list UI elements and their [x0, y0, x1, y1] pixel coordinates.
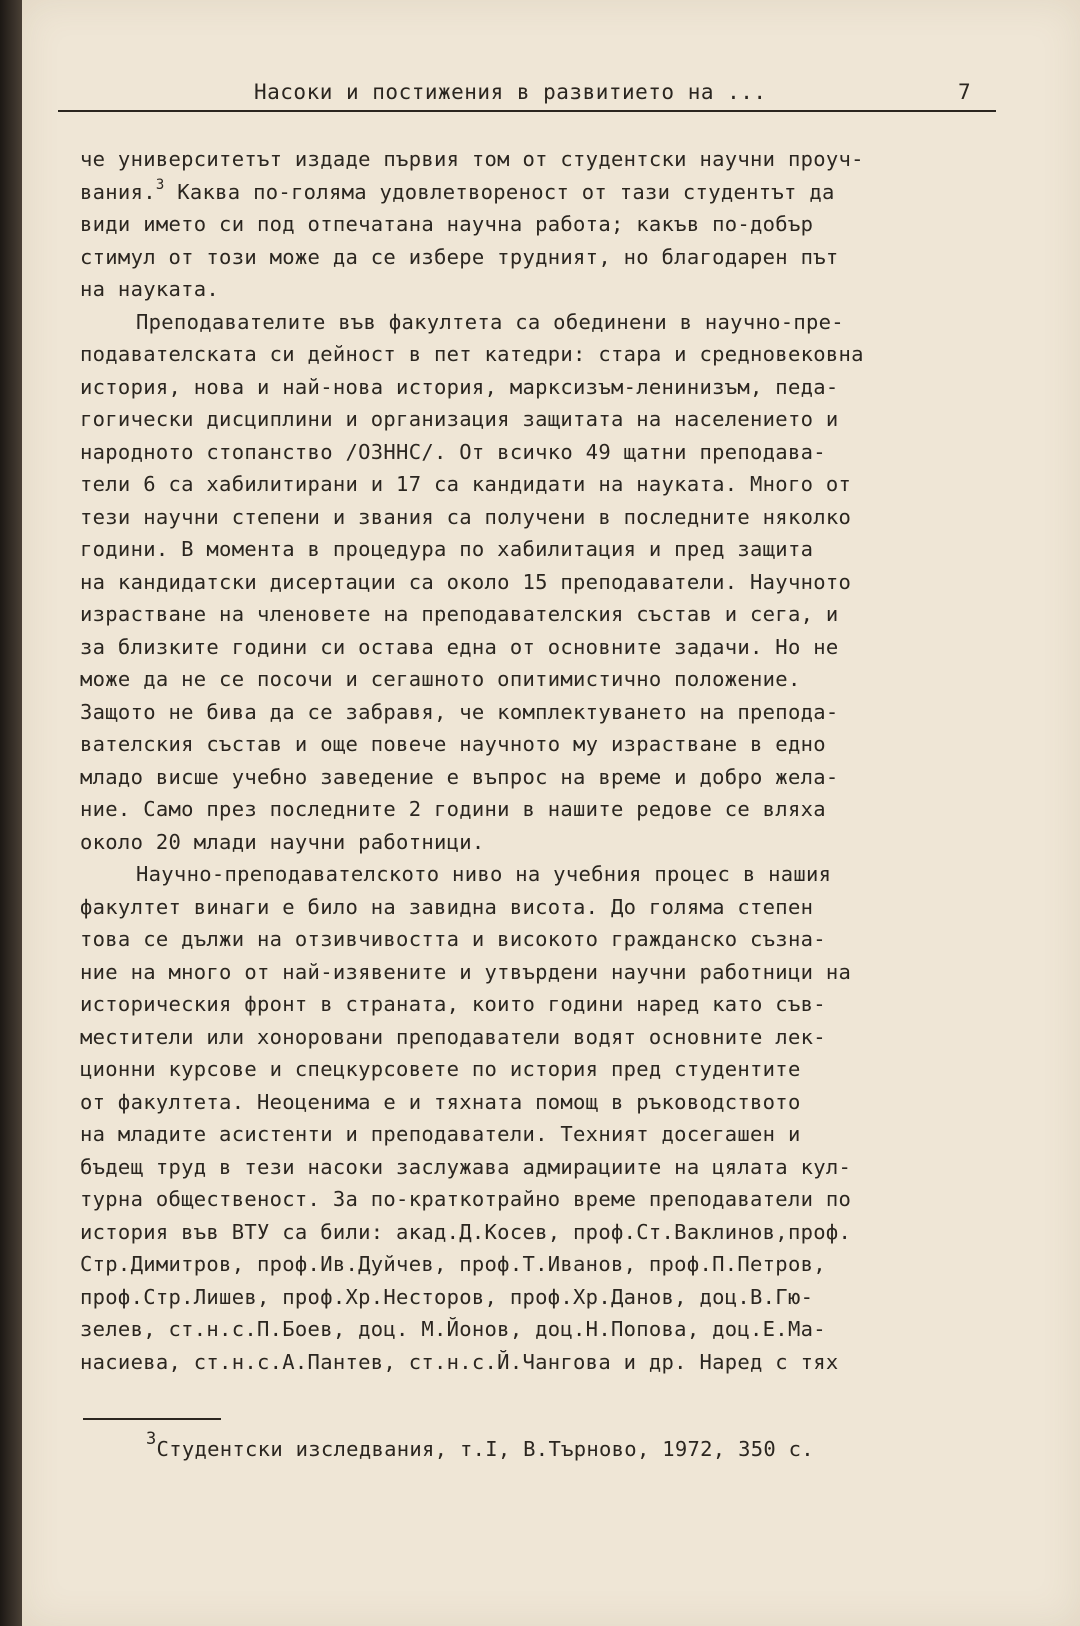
text-line: история във ВТУ са били: акад.Д.Косев, проф.Ст.Ваклинов,проф.: [80, 1219, 852, 1244]
footnote-text: Студентски изследвания, т.I, В.Търново, 1972, 350 с.: [156, 1437, 814, 1461]
text-line: вателския състав и още повече научното му израстване в едно: [80, 732, 826, 756]
text-line: местители или хоноровани преподаватели водят основните лек-: [80, 1024, 826, 1049]
text-line: ционни курсове и спецкурсовете по история пред студентите: [80, 1057, 801, 1081]
text-line: [80, 176, 1020, 209]
text-line: подавателската си дейност в пет катедри: стара и средновековна: [80, 342, 864, 366]
text-line: бъдещ труд в тези насоки заслужава адмирациите на цялата кул-: [80, 1154, 852, 1179]
text-line: проф.Стр.Лишев, проф.Хр.Несторов, проф.Хр.Данов, доц.В.Гю-: [80, 1284, 814, 1309]
body-text: [80, 143, 1020, 1378]
text-fragment: вания.: [80, 179, 156, 204]
text-line: на кандидатски дисертации са около 15 преподаватели. Научното: [80, 569, 852, 594]
text-line: гогически дисциплини и организация защитата на населението и: [80, 407, 839, 431]
footnote-reference: 3: [155, 176, 165, 193]
text-line: тези научни степени и звания са получени в последните няколко: [80, 504, 852, 529]
text-line: може да не се посочи и сегашното опитимистично положение.: [80, 667, 801, 691]
text-line: види името си под отпечатана научна работа; какъв по-добър: [80, 212, 814, 236]
header-title: Насоки и постижения в развитието на ...: [254, 80, 767, 104]
header-rule: [58, 110, 996, 112]
page-number: 7: [958, 80, 971, 104]
text-line: израстване на членовете на преподавателския състав и сега, и: [80, 602, 839, 626]
text-line: факултет винаги е било на завидна висота. До голяма степен: [80, 894, 814, 919]
text-line: това се дължи на отзивчивостта и високото гражданско съзна-: [80, 927, 826, 951]
paragraph-start-line: Научно-преподавателското ниво на учебния процес в нашия: [136, 862, 832, 886]
text-fragment: Каква по-голяма удовлетвореност от тази студентът да: [164, 179, 835, 204]
running-header: [58, 80, 998, 110]
text-line: зелев, ст.н.с.П.Боев, доц. М.Йонов, доц.Н.Попова, доц.Е.Ма-: [80, 1317, 826, 1341]
text-line: че университетът издаде първия том от студентски научни проуч-: [80, 147, 864, 171]
text-line: стимул от този може да се избере трудният, но благодарен път: [80, 244, 839, 269]
text-line: около 20 млади научни работници.: [80, 829, 485, 854]
binding-edge: [0, 0, 22, 1626]
text-line: турна общественост. За по-краткотрайно време преподаватели по: [80, 1187, 852, 1211]
footnote-rule: [83, 1418, 221, 1420]
paragraph-start-line: Преподавателите във факултета са обединени в научно-пре-: [136, 309, 844, 334]
text-line: години. В момента в процедура по хабилитация и пред защита: [80, 537, 814, 561]
text-line: народното стопанство /ОЗННС/. От всичко 49 щатни преподава-: [80, 439, 826, 464]
text-line: за близките години си остава една от основните задачи. Но не: [80, 634, 839, 659]
text-line: тели 6 са хабилитирани и 17 са кандидати на науката. Много от: [80, 472, 852, 496]
text-line: Стр.Димитров, проф.Ив.Дуйчев, проф.Т.Иванов, проф.П.Петров,: [80, 1252, 826, 1276]
footnote-marker: 3: [146, 1429, 157, 1449]
text-line: младо висше учебно заведение е въпрос на време и добро жела-: [80, 764, 839, 789]
text-line: ние. Само през последните 2 години в нашите редове се вляха: [80, 797, 826, 821]
text-line: насиева, ст.н.с.А.Пантев, ст.н.с.Й.Чангова и др. Наред с тях: [80, 1349, 839, 1374]
text-line: от факултета. Неоценима е и тяхната помощ в ръководството: [80, 1089, 801, 1114]
text-line: история, нова и най-нова история, марксизъм-ленинизъм, педа-: [80, 374, 839, 399]
text-line: ние на много от най-изявените и утвърдени научни работници на: [80, 959, 852, 984]
text-line: на науката.: [80, 277, 220, 301]
footnote: [146, 1429, 814, 1461]
text-line: на младите асистенти и преподаватели. Техният досегашен и: [80, 1122, 801, 1146]
text-line: историческия фронт в страната, които години наред като съв-: [80, 992, 826, 1016]
text-line: Защото не бива да се забравя, че комплектуването на препода-: [80, 699, 839, 724]
